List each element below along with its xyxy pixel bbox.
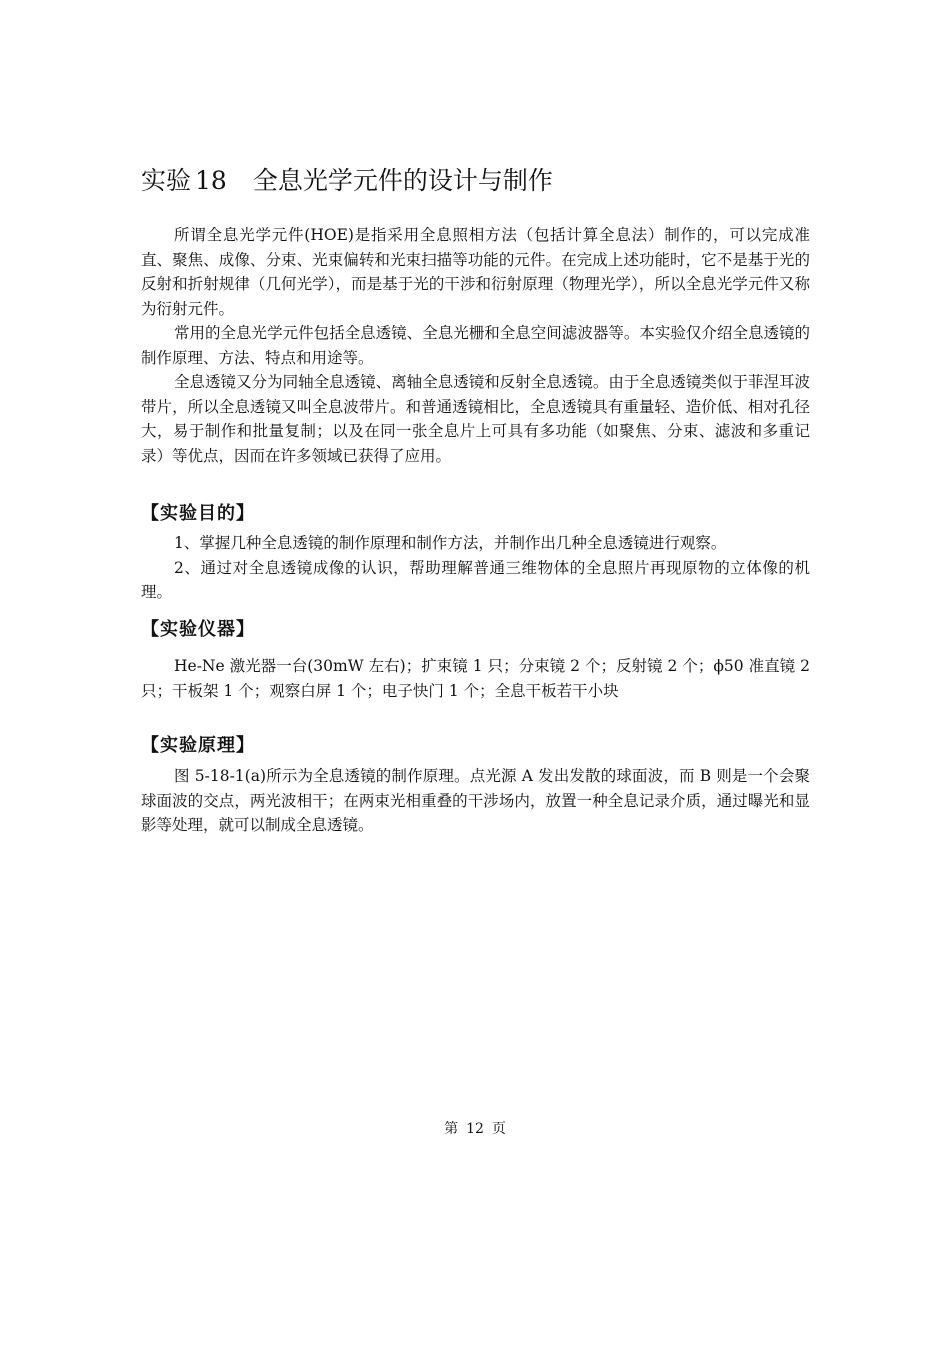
title-prefix: 实验 <box>141 166 192 195</box>
apparatus-text: He-Ne 激光器一台(30mW 左右)；扩束镜 1 只；分束镜 2 个；反射镜 2 个；ϕ50 准直镜 2 只；干板架 1 个；观察白屏 1 个；电子快门 1 个；全息干板若干小块 <box>141 657 810 700</box>
purpose-item: 2、通过对全息透镜成像的认识，帮助理解普通三维物体的全息照片再现原物的立体像的机理。 <box>141 558 810 601</box>
page-footer <box>0 1119 950 1139</box>
intro-section <box>141 223 810 468</box>
apparatus-section <box>141 654 810 703</box>
intro-paragraph: 常用的全息光学元件包括全息透镜、全息光栅和全息空间滤波器等。本实验仅介绍全息透镜的制作原理、方法、特点和用途等。 <box>141 324 810 367</box>
purpose-section <box>141 531 810 605</box>
purpose-item: 1、掌握几种全息透镜的制作原理和制作方法，并制作出几种全息透镜进行观察。 <box>174 534 727 552</box>
page-number: 12 <box>466 1121 484 1137</box>
intro-paragraph: 所谓全息光学元件(HOE)是指采用全息照相方法（包括计算全息法）制作的，可以完成准直、聚焦、成像、分束、光束偏转和光束扫描等功能的元件。在完成上述功能时，它不是基于光的反射和折射规律（几何光学），而是基于光的干涉和衍射原理（物理光学），所以全息光学元件又称为衍射元件。 <box>141 226 810 318</box>
intro-paragraph: 全息透镜又分为同轴全息透镜、离轴全息透镜和反射全息透镜。由于全息透镜类似于菲涅耳波带片，所以全息透镜又叫全息波带片。和普通透镜相比，全息透镜具有重量轻、造价低、相对孔径大，易于制作和批量复制；以及在同一张全息片上可具有多功能（如聚焦、分束、滤波和多重记录）等优点，因而在许多领域已获得了应用。 <box>141 373 810 465</box>
section-heading-purpose: 【实验目的】 <box>141 503 255 524</box>
title-number: 18 <box>195 166 227 195</box>
principle-text: 图 5-18-1(a)所示为全息透镜的制作原理。点光源 A 发出发散的球面波，而 B 则是一个会聚球面波的交点，两光波相干；在两束光相重叠的干涉场内，放置一种全息记录介质，通过曝光和显影等处理，就可以制成全息透镜。 <box>141 767 810 834</box>
principle-section <box>141 764 810 838</box>
title-name: 全息光学元件的设计与制作 <box>252 166 553 195</box>
footer-suffix: 页 <box>491 1121 506 1137</box>
page-title <box>141 164 821 198</box>
section-heading-principle: 【实验原理】 <box>141 735 255 756</box>
footer-prefix: 第 <box>444 1121 459 1137</box>
section-heading-apparatus: 【实验仪器】 <box>141 619 255 640</box>
